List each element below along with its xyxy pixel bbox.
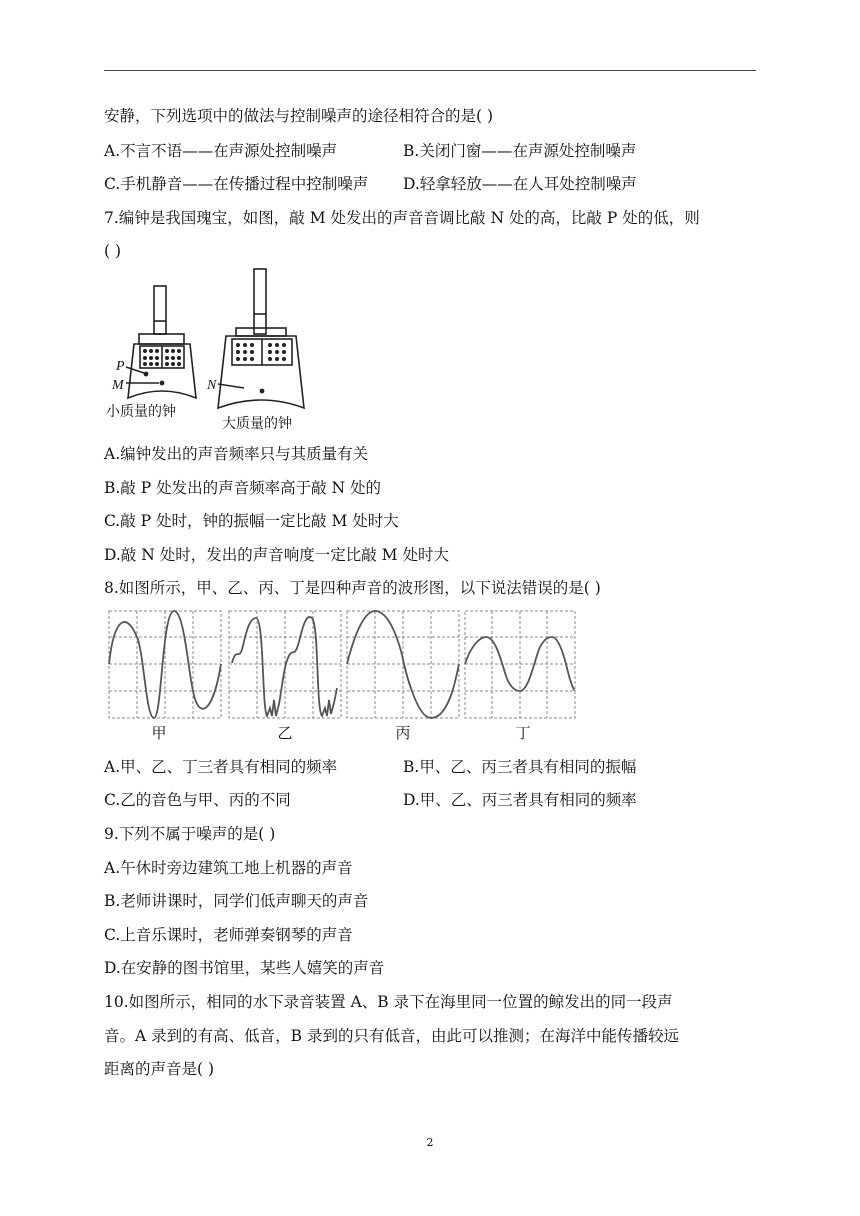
large-bell-caption: 大质量的钟	[222, 416, 292, 432]
q9-option-b: B.老师讲课时，同学们低声聊天的声音	[104, 892, 369, 910]
q8-option-b: B.甲、乙、丙三者具有相同的振幅	[403, 758, 637, 776]
q9-option-a: A.午休时旁边建筑工地上机器的声音	[104, 859, 353, 877]
small-bell	[126, 286, 196, 398]
q9-option-c: C.上音乐课时，老师弹奏钢琴的声音	[104, 926, 353, 944]
label-m: M	[112, 378, 124, 393]
q6-option-a: A.不言不语——在声源处控制噪声	[104, 142, 338, 160]
q10-stem-1: 10.如图所示，相同的水下录音装置 A、B 录下在海里同一位置的鲸发出的同一段声	[104, 993, 673, 1011]
q8-stem: 8.如图所示，甲、乙、丙、丁是四种声音的波形图，以下说法错误的是( )	[104, 579, 601, 597]
q6-option-d: D.轻拿轻放——在人耳处控制噪声	[403, 175, 637, 193]
q7-stem: 7.编钟是我国瑰宝，如图，敲 M 处发出的声音音调比敲 N 处的高，比敲 P 处的低，则	[104, 209, 700, 227]
large-bell	[218, 269, 304, 408]
header-rule	[104, 70, 756, 71]
q9-stem: 9.下列不属于噪声的是( )	[104, 825, 276, 843]
wave-label-bing: 丙	[395, 724, 411, 742]
q9-option-d: D.在安静的图书馆里，某些人嬉笑的声音	[104, 959, 385, 977]
q7-option-b: B.敲 P 处发出的声音频率高于敲 N 处的	[104, 479, 382, 497]
page-number: 2	[426, 1136, 434, 1149]
q7-option-d: D.敲 N 处时，发出的声音响度一定比敲 M 处时大	[104, 546, 449, 564]
q8-option-d: D.甲、乙、丙三者具有相同的频率	[403, 791, 637, 809]
q6-option-b: B.关闭门窗——在声源处控制噪声	[403, 142, 637, 160]
bell-figure	[104, 266, 324, 436]
wave-label-yi: 乙	[277, 724, 293, 742]
q8-option-c: C.乙的音色与甲、丙的不同	[104, 791, 291, 809]
wave-label-ding: 丁	[515, 724, 531, 742]
q6-stem-end: 安静，下列选项中的做法与控制噪声的途径相符合的是( )	[104, 107, 494, 125]
wave-figure	[104, 608, 580, 744]
q7-stem-bracket: ( )	[104, 242, 122, 260]
wave-label-jia: 甲	[151, 724, 167, 742]
small-bell-caption: 小质量的钟	[106, 404, 176, 420]
q10-stem-3: 距离的声音是( )	[104, 1060, 215, 1078]
q7-option-c: C.敲 P 处时，钟的振幅一定比敲 M 处时大	[104, 512, 399, 530]
q7-option-a: A.编钟发出的声音频率只与其质量有关	[104, 445, 369, 463]
q10-stem-2: 音。A 录到的有高、低音，B 录到的只有低音，由此可以推测；在海洋中能传播较远	[104, 1027, 679, 1045]
q8-option-a: A.甲、乙、丁三者具有相同的频率	[104, 758, 338, 776]
label-p: P	[116, 359, 125, 374]
label-n: N	[207, 378, 217, 393]
q6-option-c: C.手机静音——在传播过程中控制噪声	[104, 175, 369, 193]
